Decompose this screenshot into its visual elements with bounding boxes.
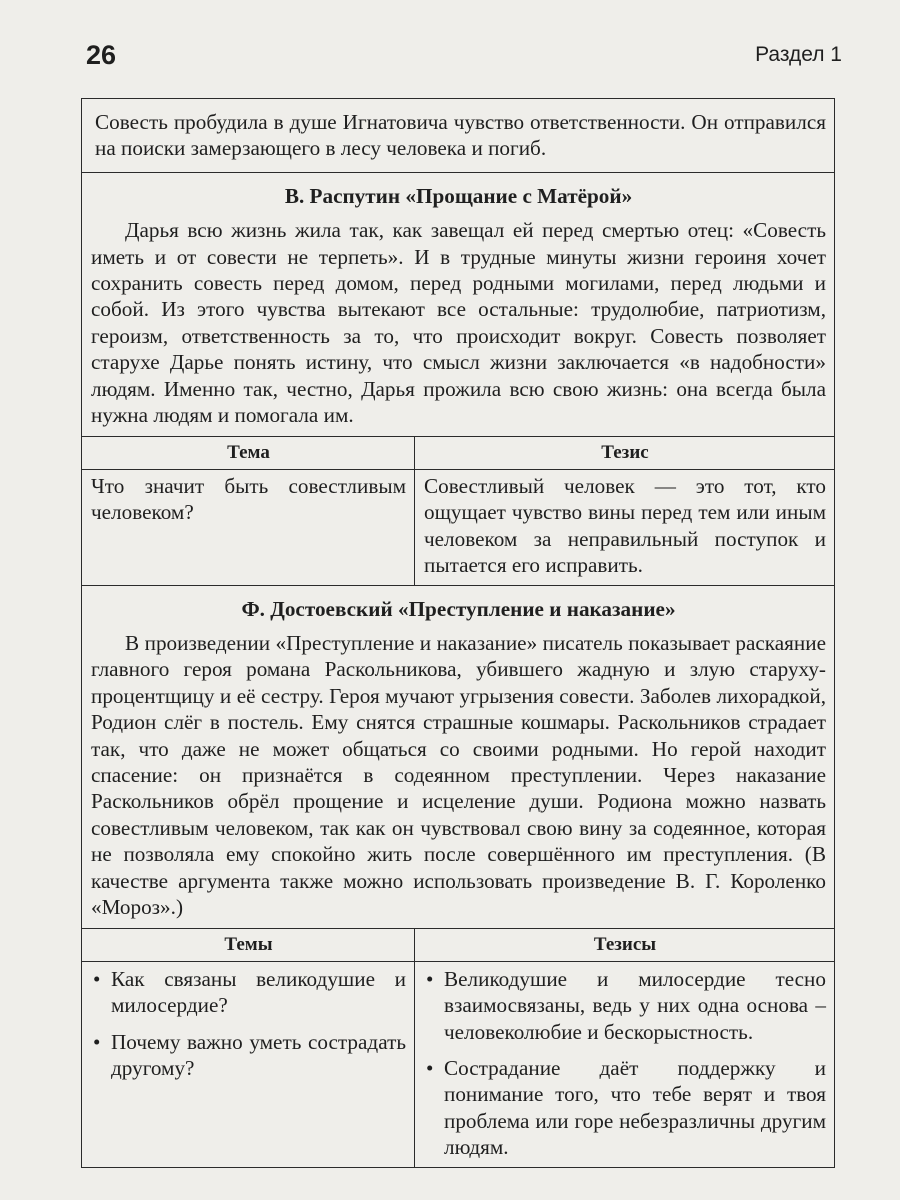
table1-theme-cell bbox=[82, 469, 415, 585]
table1-row bbox=[82, 469, 835, 585]
bullet-icon: • bbox=[93, 1029, 101, 1054]
intro-row bbox=[82, 99, 835, 173]
block2-text: В произведении «Преступление и наказание» писатель показывает раскаяние главного героя романа Раскольникова, убившего жадную и злую старуху-процентщицу и её сестру. Героя мучают угрызения совести. Заболев лихорадкой, Родион слёг в постель. Ему снятся страшные кошмары. Раскольников страдает так, что даже не может общаться со своими родными. Но герой находит спасение: он признаётся в содеянном преступлении. Через наказание Раскольников обрёл прощение и исцеление души. Родиона можно назвать совестливым человеком, так как он чувствовал свою вину за содеянное, которая не позволяла ему спокойно жить после совершённого им преступления. (В качестве аргумента также можно использовать произведение В. Г. Короленко «Мороз».) bbox=[91, 630, 826, 919]
block2-cell bbox=[82, 585, 835, 929]
table2-theses-cell bbox=[415, 961, 835, 1167]
block1-cell bbox=[82, 172, 835, 437]
table2-col2-header: Тезисы bbox=[415, 929, 835, 961]
table2-row bbox=[82, 961, 835, 1167]
table2-col1-header: Темы bbox=[82, 929, 415, 961]
table2-theme-text: Как связаны великодушие и милосердие? bbox=[111, 966, 406, 1018]
table2-themes-cell bbox=[82, 961, 415, 1167]
list-item bbox=[91, 1029, 406, 1082]
content-table bbox=[81, 98, 835, 1168]
table2-header-row bbox=[82, 929, 835, 961]
table1-thesis-cell bbox=[415, 469, 835, 585]
intro-text: Совесть пробудила в душе Игнатовича чувство ответственности. Он отправился на поиски замерзающего в лесу человека и погиб. bbox=[95, 110, 826, 161]
table1-header-row bbox=[82, 437, 835, 469]
intro-cell bbox=[82, 99, 835, 173]
page-number: 26 bbox=[86, 40, 117, 70]
table2-thesis-text: Сострадание даёт поддержку и понимание того, что тебе верят и твоя проблема или горе небезразличны другим людям. bbox=[444, 1056, 826, 1160]
table2-thesis-text: Великодушие и милосердие тесно взаимосвязаны, ведь у них одна основа – человеколюбие и бескорыстность. bbox=[444, 966, 826, 1044]
list-item bbox=[424, 1055, 826, 1161]
table2-theme-text: Почему важно уметь сострадать другому? bbox=[111, 1029, 406, 1080]
block2-title: Ф. Достоевский «Преступление и наказание» bbox=[241, 596, 676, 621]
table2-theses-list bbox=[424, 962, 826, 1167]
table1-col2-header: Тезис bbox=[415, 437, 835, 469]
section-label: Раздел 1 bbox=[755, 43, 842, 66]
table2-themes-list bbox=[91, 962, 406, 1088]
bullet-icon: • bbox=[93, 966, 101, 991]
block2-row bbox=[82, 585, 835, 929]
table1-thesis: Совестливый человек — это тот, кто ощущает чувство вины перед тем или иным человеком за неправильный поступок и пытается его исправить. bbox=[424, 473, 826, 578]
table1-col1-header: Тема bbox=[82, 437, 415, 469]
block1-row bbox=[82, 172, 835, 437]
block1-text: Дарья всю жизнь жила так, как завещал ей перед смертью отец: «Совесть иметь и от совести не терпеть». И в трудные минуты жизни героиня хочет сохранить совесть перед домом, перед родными могилами, перед людьми и собой. Из этого чувства вытекают все остальные: трудолюбие, патриотизм, героизм, ответственность за то, что происходит вокруг. Совесть позволяет старухе Дарье понять истину, что смысл жизни заключается «в надобности» людям. Именно так, честно, Дарья прожила всю свою жизнь: она всегда была нужна людям и помогала им. bbox=[91, 218, 826, 428]
page-header bbox=[86, 38, 842, 78]
block1-title: В. Распутин «Прощание с Матёрой» bbox=[284, 183, 633, 208]
bullet-icon: • bbox=[426, 1056, 434, 1080]
bullet-icon: • bbox=[426, 966, 434, 991]
list-item bbox=[91, 966, 406, 1019]
list-item bbox=[424, 966, 826, 1045]
table1-theme: Что значит быть совестливым человеком? bbox=[91, 473, 406, 525]
